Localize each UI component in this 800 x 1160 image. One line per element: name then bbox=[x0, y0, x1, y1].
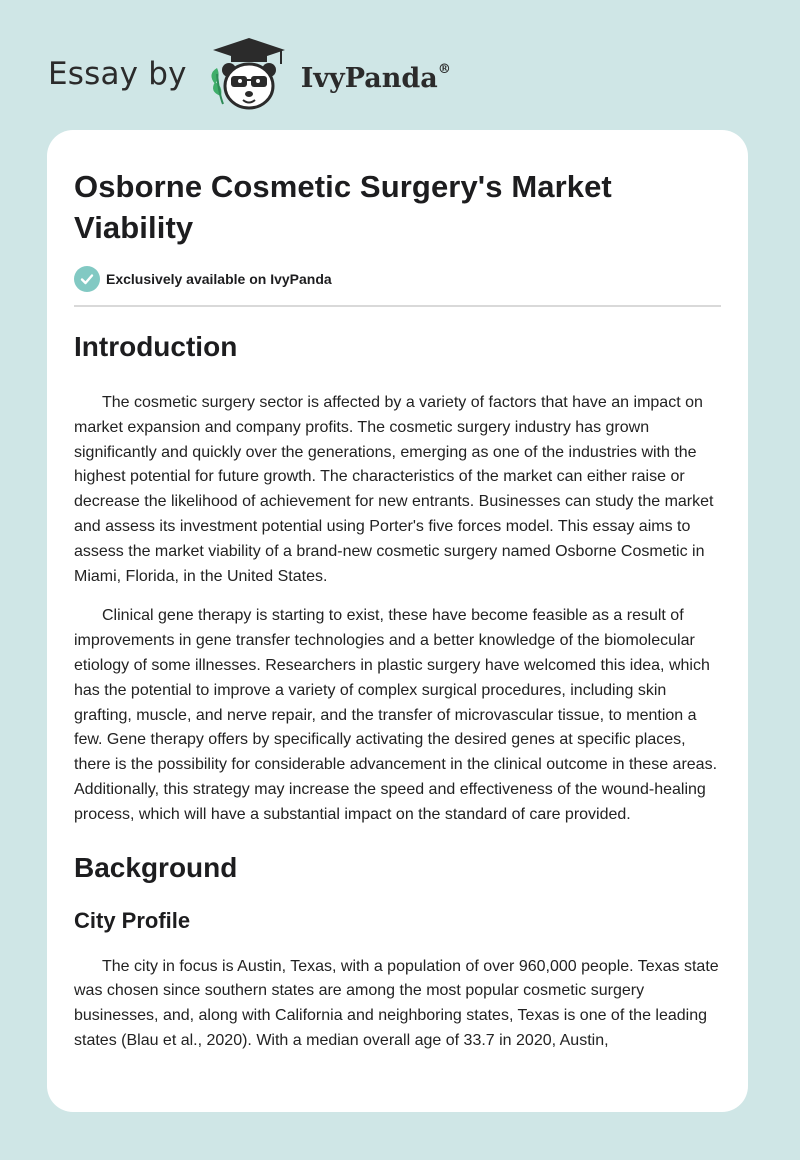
background-heading: Background bbox=[74, 851, 238, 883]
city-profile-heading: City Profile bbox=[74, 907, 191, 933]
ivypanda-logo-icon[interactable] bbox=[201, 34, 297, 114]
registered-mark: ® bbox=[437, 61, 451, 77]
essay-by-label: Essay by bbox=[48, 56, 187, 92]
checkmark-icon bbox=[74, 266, 100, 292]
brand-name-text: IvyPanda bbox=[300, 62, 438, 94]
paragraph: The cosmetic surgery sector is affected by a variety of factors that have an impact on market expansion and company profits. The cosmetic surgery industry has grown significantly and quickly over the generations, emerging as one of the industries with the highest potential for future growth. The characteristics of the market can either raise or decrease the likelihood of achievement for new entrants. Businesses can study the market and assess its investment potential using Porter's five forces model. This essay aims to assess the market viability of a brand-new cosmetic surgery named Osborne Cosmetic in Miami, Florida, in the United States. bbox=[74, 394, 714, 585]
paragraph: The city in focus is Austin, Texas, with a population of over 960,000 people. Texas state was chosen since southern states are among the most popular cosmetic surgery businesses, and, along with California and neighboring states, Texas is one of the leading states (Blau et al., 2020). With a median overall age of 33.7 in 2020, Austin, bbox=[74, 957, 719, 1049]
exclusive-badge bbox=[74, 266, 721, 307]
essay-title: Osborne Cosmetic Surgery's Market Viability bbox=[74, 169, 612, 245]
paragraph: Clinical gene therapy is starting to exist, these have become feasible as a result of improvements in gene transfer technologies and a better knowledge of the biomolecular etiology of some illnesses. Researchers in plastic surgery have welcomed this idea, which has the potential to improve a variety of complex surgical procedures, including skin grafting, muscle, and nerve repair, and the transfer of microvascular tissue, to mention a few. Gene therapy offers by specifically activating the desired genes at specific places, there is the possibility for considerable advancement in the clinical outcome in these areas. Additionally, this strategy may increase the speed and effectiveness of the wound-healing process, which will have a substantial impact on the standard of care provided. bbox=[74, 607, 718, 823]
ivypanda-wordmark[interactable] bbox=[301, 63, 451, 94]
site-header bbox=[48, 34, 451, 114]
essay-card bbox=[47, 130, 748, 1112]
introduction-heading: Introduction bbox=[74, 331, 238, 362]
exclusive-badge-label: Exclusively available on IvyPanda bbox=[106, 271, 332, 287]
